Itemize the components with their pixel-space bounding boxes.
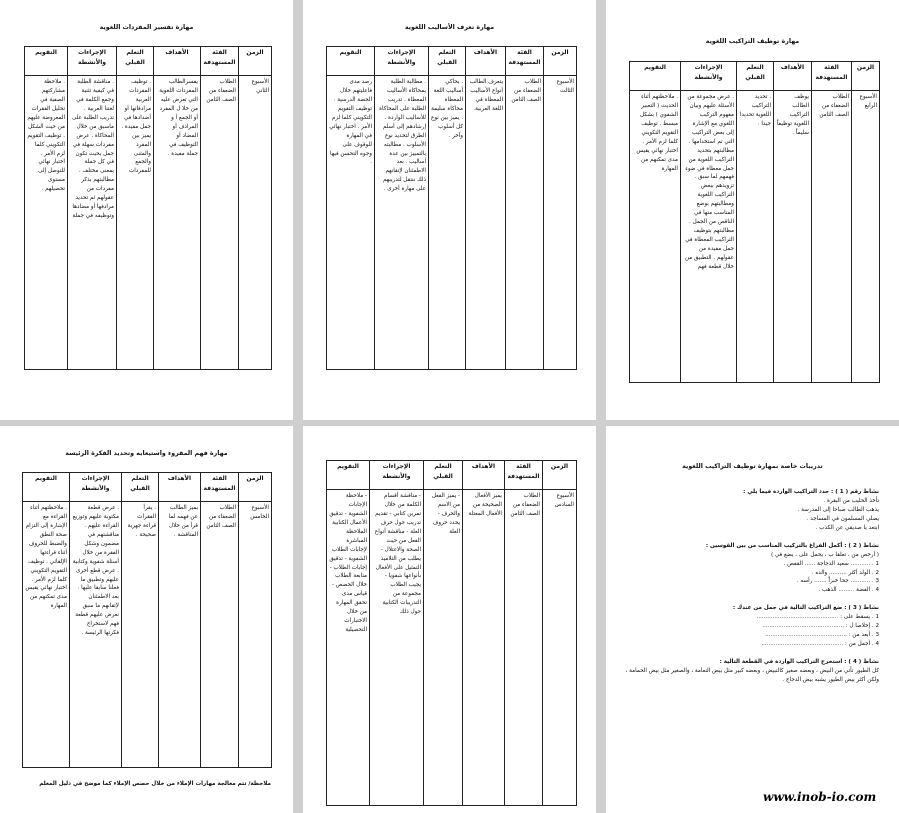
table-row	[23, 502, 272, 768]
cell-procedures: . مطالبة الطلبة بمحاكاة الأساليب المعطاة . تدريب الطلبة على المحاكاة للأساليب الواردة . إرشادهم إلى أسلم الطرق لتحديد نوع الأسلوب . مطالبته بالتمييز بين عدة أساليب . بعد الاطمئنان لإتقانهم ذلك ننتقل لتدريبهم على مهارة أخرى .	[375, 76, 429, 370]
table-row	[630, 91, 880, 383]
activity-3-item: 3 . أبعد من : ..............................................	[765, 632, 879, 639]
cell-target-group: الطلاب الضعفاء من الصف الثامن	[506, 76, 544, 370]
header-target-group: الفئة المستهدفة	[201, 47, 239, 76]
cell-assessment: . ملاحظتهم أثناء الحديث ( التعبير الشفوي ) بشكل مبسط . توظيف التقويم التكويني كلما لزم الأمر . اختبار نهائي يقيس مدى تمكنهم من المهارة	[630, 91, 681, 383]
cell-target-group: الطلاب الضعفاء من الصف الثامن	[812, 91, 852, 383]
activity-2-item: 4 . الفضة ......... الذهب .	[818, 587, 879, 594]
header-prior-learning: التعلم القبلي	[737, 62, 774, 91]
lesson-plan-table	[22, 472, 272, 768]
header-target-group: الفئة المستهدفة	[505, 461, 543, 490]
activity-3-item: 1 . يسقط على : ..............................................	[756, 614, 879, 621]
cell-target-group: الطلاب الضعفاء من الصف الثامن	[201, 502, 239, 768]
page-structures-skill	[606, 0, 899, 420]
cell-procedures: . عرض قطعة مكتوبة عليهم وتوزيع القراءة عليهم . مناقشتهم في مضمون وشكل الفقرة من خلال أسئلة شفوية وكتابية . عرض قطع أخرى عليهم وتطبيق ما فعلنا سابقا عليها . بعد الاطمئنان لإتقانهم ما سبق نعرض عليهم قطعة فهم لاستخراج فكرتها الرئيسة .	[70, 502, 122, 768]
cell-time: الأسبوع الخامس	[239, 502, 272, 768]
activity-3-item: 4 . أجمل من : ..............................................	[761, 641, 879, 648]
header-target-group: الفئة المستهدفة	[506, 47, 544, 76]
header-prior-learning: التعلم القبلي	[117, 47, 154, 76]
header-procedures: الإجراءات والأنشطة	[68, 47, 117, 76]
table-row	[327, 76, 577, 370]
activity-4-text: كل الطيور تأتي من البيض ، وبعضه صغير كالنبيض ، وبعضه كبير مثل بيض النعامة ، والصغير مثل بيض الحمامة ، ولكن أكثر بيض الطيور يشبه بيض الدجاج .	[625, 667, 879, 683]
header-objectives: الأهداف	[159, 473, 201, 502]
lesson-plan-table	[24, 46, 272, 370]
cell-assessment: . ملاحظة مشاركتهم الصفية في تحليل الفقرات المعروضة عليهم من حيث الشكل . توظيف التقويم التكويني كلما لزم الأمر . اختبار نهائي للتوصل إلى مستوى تحصيلهم .	[25, 76, 68, 370]
cell-objectives: يميز الطالب عن فهمه لما قرأ من خلال المناقشة .	[159, 502, 201, 768]
page-title: مهارة توظيف التراكيب اللغوية	[705, 38, 800, 45]
header-time: الزمن	[544, 47, 577, 76]
page-verbs-skill	[303, 426, 596, 813]
table-header-row	[327, 461, 577, 490]
header-assessment: التقويم	[327, 47, 375, 76]
cell-prior-learning: . توظيف المفردات العربية مرادفاتها أو أضدادها في جمل مفيدة . يميز بين المفرد والمثنى والجمع للمفردات	[117, 76, 154, 370]
activity-4-title: نشاط ( 4 ) : استخرج التراكيب الواردة في القطعة التالية :	[719, 659, 879, 665]
cell-target-group: الطلاب الضعفاء من الصف الثامن	[505, 490, 543, 806]
cell-assessment: رصد مدى فاعليتهم خلال الحصة الدرسية . توظيف التقويم التكويني كلما لزم الأمر . اختبار نهائي في المهارة للوقوف على وجوه التحسن فيها .	[327, 76, 375, 370]
cell-prior-learning: . يحاكي أساليب اللغة المعطاة محاكاة سليمة . يميز بين نوع كل أسلوب وآخر .	[429, 76, 466, 370]
watermark: www.inob-io.com	[763, 790, 877, 804]
header-procedures: الإجراءات والأنشطة	[70, 473, 122, 502]
header-time: الزمن	[239, 473, 272, 502]
header-time: الزمن	[543, 461, 577, 490]
header-assessment: التقويم	[25, 47, 68, 76]
page-title: مهارة فهم المقروء واستيعابه وتحديد الفكرة الرئيسة	[65, 450, 228, 457]
spelling-note: ملاحظة/ تتم معالجة مهارات الإملاء من خلال حصص الإملاء كما موضح في دليل المعلم	[39, 781, 271, 787]
header-procedures: الإجراءات والأنشطة	[370, 461, 424, 490]
activity-3-item: 2 . إخلاصا ل : ..............................................	[762, 623, 879, 630]
cell-prior-learning: . يقرأ الفقرات قراءة جهرية صحيحة .	[122, 502, 159, 768]
page-title: تدريبات خاصة بمهارة توظيف التراكيب اللغوية	[682, 463, 823, 470]
cell-time: الأسبوع الرابع	[852, 91, 880, 383]
activity-2-options: ( أرخص من ، تعلقا ب ، يحمل على ، يضع في )	[770, 551, 879, 558]
cell-time: الأسبوع السادس	[543, 490, 577, 806]
lesson-plan-table	[629, 61, 880, 383]
table-row	[25, 76, 272, 370]
exercises-body	[620, 482, 879, 685]
header-objectives: الأهداف	[154, 47, 201, 76]
page-vocabulary-skill	[0, 0, 293, 420]
header-assessment: التقويم	[23, 473, 70, 502]
cell-assessment: - ملاحظة الإجابات الشفوية - تدقيق الأعمال الكتابية الملاحظة المباشرة لإجابات الطلاب الشفوية - تدقيق إجابات الطلاب - متابعة الطلاب خلال الحصص - قياس مدى تحقق المهارة من خلال الاختبارات التحصيلية	[327, 490, 370, 806]
page-reading-comprehension-skill	[0, 426, 293, 813]
cell-prior-learning: - يميز الفعل من الاسم والحرف - يحدد حروف العلة	[424, 490, 463, 806]
activity-1-item: ابتعد يا صديقي عن الكذب .	[815, 524, 879, 531]
header-objectives: الأهداف	[774, 62, 812, 91]
header-procedures: الإجراءات والأنشطة	[375, 47, 429, 76]
header-procedures: الإجراءات والأنشطة	[681, 62, 737, 91]
lesson-plan-table	[326, 460, 577, 806]
activity-1-item: يصلي المسلمون في المساجد .	[806, 515, 879, 522]
cell-procedures: - مناقشة أقسام الكلمة من خلال تمرين كتابي - تقديم تدريب حول حرف العلة - مناقشة أنواع الفعل من حيث الصحة والاعتلال - يطلب من التلاميذ التمثيل على الأفعال بأنواعها شفويا - يجيب الطلاب مجموعة من التدريبات الكتابية حول ذلك	[370, 490, 424, 806]
page-title: مهارة تعرف الأساليب اللغوية	[404, 24, 495, 31]
activity-1-title: نشاط رقم ( 1 ) : حدد التراكيب الواردة فيما يلي :	[743, 489, 879, 495]
cell-prior-learning: . تحديد التراكيب اللغوية تحديدا جيدا .	[737, 91, 774, 383]
header-time: الزمن	[239, 47, 272, 76]
header-time: الزمن	[852, 62, 880, 91]
table-row	[327, 490, 577, 806]
cell-assessment: . ملاحظتهم أثناء القراءة مع الإشارة إلى التزام صحة النطق والضبط للحروف أثناء قراءتها الإلقائي . توظيف التقويم التكويني كلما لزم الأمر . اختبار نهائي يقيس مدى تمكنهم من المهارة	[23, 502, 70, 768]
cell-objectives: يوظف الطالب التراكيب اللغوية توظيفاً سليماً .	[774, 91, 812, 383]
header-assessment: التقويم	[630, 62, 681, 91]
table-header-row	[630, 62, 880, 91]
activity-1-item: يذهب الطالب صباحا إلى المدرسة .	[797, 506, 879, 513]
cell-time: الأسبوع الثاني	[239, 76, 272, 370]
cell-objectives: يفسرالطالب المفردات اللغوية التي تعرض عليه من خلا ل المفرد أو الجمع أ و المرادف أو المضاد أو التوظيف في جملة مفيدة .	[154, 76, 201, 370]
header-target-group: الفئة المستهدفة	[201, 473, 239, 502]
table-header-row	[25, 47, 272, 76]
header-objectives: الأهداف	[466, 47, 506, 76]
header-assessment: التقويم	[327, 461, 370, 490]
page-language-styles-skill	[303, 0, 596, 420]
header-target-group: الفئة المستهدفة	[812, 62, 852, 91]
activity-2-item: 2 . الولد أكثر .......... والده .	[811, 569, 879, 576]
cell-procedures: . مناقشة الطلبة في كيفية تثنية وجمع الكلمة في لغتنا العربية . تدريب الطلبة على ماسبق من خلال المحاكاة . عرض مفردات سهلة في جمل بحيث تكون في كل جملة بمعنى مختلف . مطالبتهم بذكر مفردات من عقولهم ثم تحديد مرادفها أو مضادها وتوظيفه في جملة	[68, 76, 117, 370]
activity-2-title: نشاط ( 2 ) : أكمل الفراغ بالتركيب المناسب من بين القوسين :	[705, 542, 879, 549]
header-prior-learning: التعلم القبلي	[429, 47, 466, 76]
page-title: مهارة تفسير المفردات اللغوية	[99, 24, 194, 31]
table-header-row	[327, 47, 577, 76]
header-objectives: الأهداف	[463, 461, 505, 490]
page-structures-exercises	[606, 426, 899, 813]
cell-target-group: الطلاب الضعفاء من الصف الثامن	[201, 76, 239, 370]
header-prior-learning: التعلم القبلي	[424, 461, 463, 490]
cell-time: الأسبوع الثالث	[544, 76, 577, 370]
activity-2-item: 3 . ........... جحا خبزاً ....... رأسه .	[796, 578, 879, 585]
activity-3-title: نشاط ( 3 ) : ضع التراكيب التالية في جمل من عندك :	[732, 605, 879, 612]
cell-procedures: . عرض مجموعة من الأسئلة عليهم وبيان مفهوم التركيب اللغوي مع الإشارة إلى بعض التراكيب التي تم استخدامها . مطالبتهم بتحديد التراكيب اللغوية من جمل معطاة في ضوء فهمهم لما سبق . تزويدهم ببعض التراكيب اللغوية ومطالبتهم بوضع المناسب منها في الناقص من الجمل . مطالبتهم بتوظيف التراكيب المعطاة في جمل مفيدة من عقولهم . التطبيق من خلال قطعة فهم	[681, 91, 737, 383]
activity-1-item: تأخذ الحليب من البقرة .	[823, 497, 879, 504]
activity-2-item: 1 . ........... سعيد الدجاجة ...... القفص .	[783, 560, 879, 567]
cell-objectives: يتعرف الطالب أنواع الأساليب المعطاة في اللغة العربية.	[466, 76, 506, 370]
header-prior-learning: التعلم القبلي	[122, 473, 159, 502]
lesson-plan-table	[326, 46, 577, 370]
cell-objectives: يميز الأفعال الصحيحة من الأفعال المعتلة	[463, 490, 505, 806]
table-header-row	[23, 473, 272, 502]
